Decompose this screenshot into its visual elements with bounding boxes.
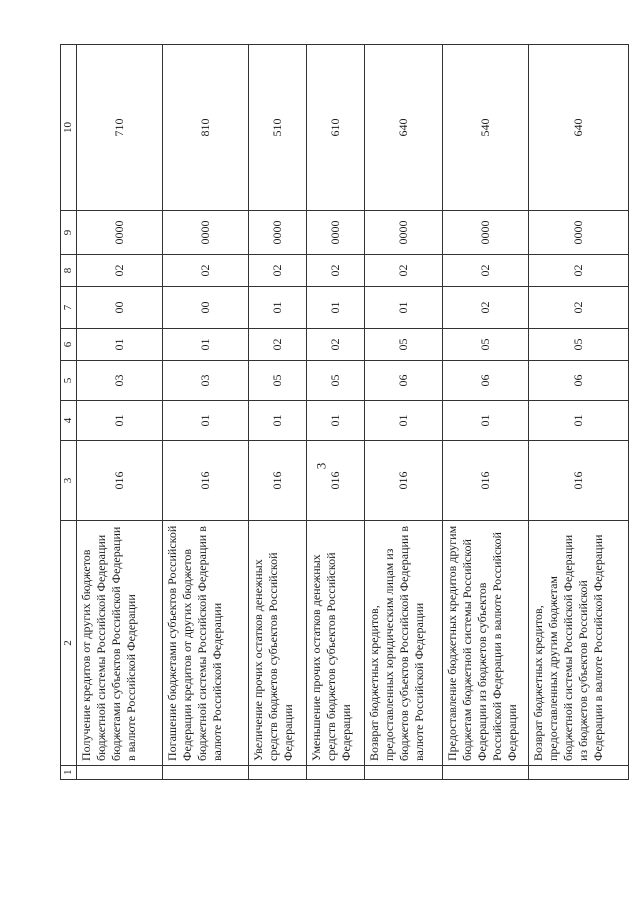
cell-col-9: 0000 (249, 211, 307, 255)
cell-col-1 (365, 766, 443, 780)
budget-codes-table (60, 44, 629, 780)
cell-col-7: 02 (443, 287, 529, 329)
cell-col-5: 03 (77, 361, 163, 401)
cell-col-6: 05 (529, 329, 629, 361)
page-number: 3 (313, 462, 329, 470)
cell-col-10: 710 (77, 45, 163, 211)
cell-col-1 (163, 766, 249, 780)
header-col-9: 9 (61, 211, 77, 255)
cell-col-10: 610 (307, 45, 365, 211)
table-row (77, 45, 163, 780)
cell-col-7: 00 (77, 287, 163, 329)
header-col-6: 6 (61, 329, 77, 361)
cell-col-6: 05 (443, 329, 529, 361)
cell-col-8: 02 (77, 255, 163, 287)
cell-col-4: 01 (77, 401, 163, 441)
cell-col-8: 02 (163, 255, 249, 287)
header-col-8: 8 (61, 255, 77, 287)
cell-col-4: 01 (443, 401, 529, 441)
table-body (77, 45, 629, 780)
cell-col-5: 03 (163, 361, 249, 401)
cell-col-4: 01 (307, 401, 365, 441)
cell-col-3: 016 (307, 441, 365, 521)
cell-col-9: 0000 (163, 211, 249, 255)
cell-col-7: 01 (307, 287, 365, 329)
header-col-2: 2 (61, 521, 77, 766)
header-row (61, 45, 77, 780)
header-col-7: 7 (61, 287, 77, 329)
cell-name: Уменьшение прочих остатков денежных средств бюджетов субъектов Российской Федерации (307, 521, 365, 766)
cell-col-9: 0000 (529, 211, 629, 255)
cell-col-8: 02 (529, 255, 629, 287)
cell-name: Возврат бюджетных кредитов, предоставленных юридическим лицам из бюджетов субъектов Российской Федерации в валюте Российской Федерации (365, 521, 443, 766)
cell-col-3: 016 (77, 441, 163, 521)
cell-col-6: 02 (249, 329, 307, 361)
cell-col-1 (307, 766, 365, 780)
cell-col-1 (443, 766, 529, 780)
cell-col-4: 01 (365, 401, 443, 441)
cell-col-7: 00 (163, 287, 249, 329)
cell-col-8: 02 (365, 255, 443, 287)
cell-col-5: 06 (443, 361, 529, 401)
cell-col-1 (77, 766, 163, 780)
cell-col-1 (249, 766, 307, 780)
cell-col-3: 016 (443, 441, 529, 521)
cell-col-6: 01 (77, 329, 163, 361)
cell-col-3: 016 (365, 441, 443, 521)
cell-col-8: 02 (249, 255, 307, 287)
cell-col-6: 05 (365, 329, 443, 361)
cell-col-6: 01 (163, 329, 249, 361)
header-col-4: 4 (61, 401, 77, 441)
cell-col-9: 0000 (365, 211, 443, 255)
table-row (365, 45, 443, 780)
cell-col-9: 0000 (307, 211, 365, 255)
cell-col-8: 02 (307, 255, 365, 287)
cell-col-5: 05 (249, 361, 307, 401)
cell-col-3: 016 (249, 441, 307, 521)
table-row (443, 45, 529, 780)
table-row (163, 45, 249, 780)
cell-col-9: 0000 (443, 211, 529, 255)
header-col-5: 5 (61, 361, 77, 401)
budget-table-sheet (60, 45, 640, 780)
cell-col-10: 540 (443, 45, 529, 211)
cell-name: Предоставление бюджетных кредитов другим бюджетам бюджетной системы Российской Федерации из бюджетов субъектов Российской Федерации в валюте Российской Федерации (443, 521, 529, 766)
cell-col-5: 06 (365, 361, 443, 401)
cell-col-3: 016 (529, 441, 629, 521)
cell-col-4: 01 (249, 401, 307, 441)
cell-col-7: 01 (365, 287, 443, 329)
table-row (307, 45, 365, 780)
cell-col-7: 01 (249, 287, 307, 329)
cell-name: Получение кредитов от других бюджетов бюджетной системы Российской Федерации бюджетами субъектов Российской Федерации в валюте Российской Федерации (77, 521, 163, 766)
cell-col-8: 02 (443, 255, 529, 287)
cell-name: Увеличение прочих остатков денежных средств бюджетов субъектов Российской Федерации (249, 521, 307, 766)
cell-col-3: 016 (163, 441, 249, 521)
cell-col-10: 510 (249, 45, 307, 211)
cell-col-6: 02 (307, 329, 365, 361)
cell-col-10: 640 (365, 45, 443, 211)
header-col-1: 1 (61, 766, 77, 780)
cell-col-1 (529, 766, 629, 780)
cell-name: Возврат бюджетных кредитов, предоставленных другим бюджетам бюджетной системы Российской Федерации из бюджетов субъектов Российской Федерации в валюте Российской Федерации (529, 521, 629, 766)
cell-col-10: 810 (163, 45, 249, 211)
cell-col-5: 05 (307, 361, 365, 401)
header-col-10: 10 (61, 45, 77, 211)
cell-col-7: 02 (529, 287, 629, 329)
cell-col-5: 06 (529, 361, 629, 401)
cell-col-10: 640 (529, 45, 629, 211)
cell-name: Погашение бюджетами субъектов Российской Федерации кредитов от других бюджетов бюджетной системы Российской Федерации в валюте Российской Федерации (163, 521, 249, 766)
table-row (249, 45, 307, 780)
header-col-3: 3 (61, 441, 77, 521)
table-row (529, 45, 629, 780)
cell-col-4: 01 (163, 401, 249, 441)
cell-col-4: 01 (529, 401, 629, 441)
cell-col-9: 0000 (77, 211, 163, 255)
